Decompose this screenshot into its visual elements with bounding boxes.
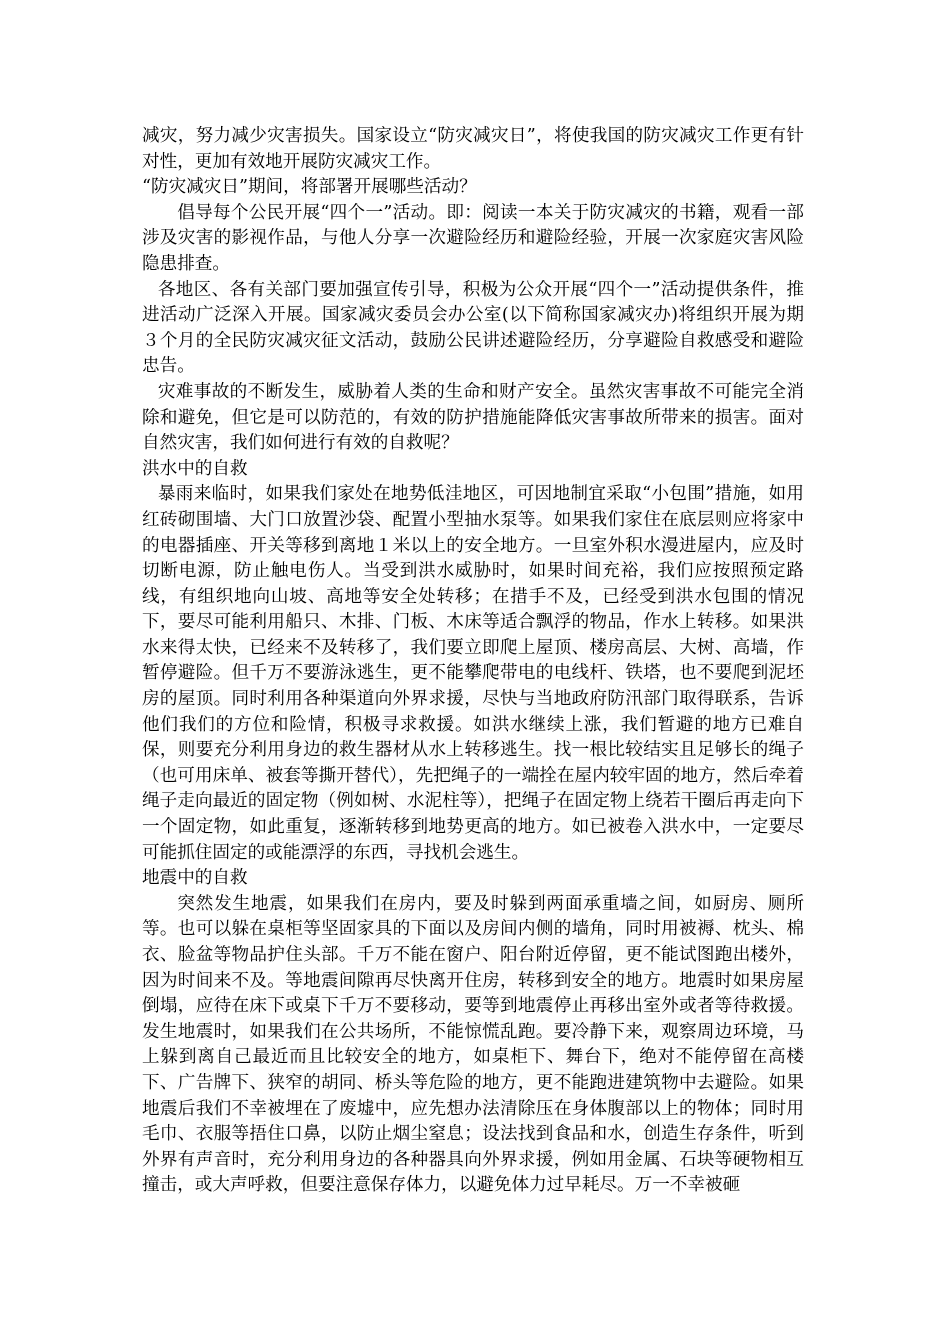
document-page [142,124,804,1199]
paragraph-intro-continuation: 减灾，努力减少灾害损失。国家设立“防灾减灾日”，将使我国的防灾减灾工作更有针对性，更加有效地开展防灾减灾工作。 [142,126,804,172]
paragraph-departments-guidance: 各地区、各有关部门要加强宣传引导，积极为公众开展“四个一”活动提供条件，推进活动广泛深入开展。国家减灾委员会办公室(以下简称国家减灾办)将组织开展为期３个月的全民防灾减灾征文活动，鼓励公民讲述避险经历，分享避险自救感受和避险忠告。 [142,279,804,377]
paragraph-earthquake-self-rescue: 突然发生地震，如果我们在房内，要及时躲到两面承重墙之间，如厨房、厕所等。也可以躲在桌柜等坚固家具的下面以及房间内侧的墙角，同时用被褥、枕头、棉衣、脸盆等物品护住头部。千万不能在窗户、阳台附近停留，更不能试图跑出楼外，因为时间来不及。等地震间隙再尽快离开住房，转移到安全的地方。地震时如果房屋倒塌，应待在床下或桌下千万不要移动，要等到地震停止再移出室外或者等待救援。发生地震时，如果我们在公共场所，不能惊慌乱跑。要冷静下来，观察周边环境，马上躲到离自己最近而且比较安全的地方，如桌柜下、舞台下，绝对不能停留在高楼下、广告牌下、狭窄的胡同、桥头等危险的地方，更不能跑进建筑物中去避险。如果地震后我们不幸被埋在了废墟中，应先想办法清除压在身体腹部以上的物体；同时用毛巾、衣服等捂住口鼻，以防止烟尘窒息；设法找到食品和水，创造生存条件，听到外界有声音时，充分利用身边的各种器具向外界求援，例如用金属、石块等硬物相互撞击，或大声呼救，但要注意保存体力，以避免体力过早耗尽。万一不幸被砸 [142,893,804,1196]
section-heading-earthquake: 地震中的自救 [142,868,248,889]
question-heading-activities: “防灾减灾日”期间，将部署开展哪些活动？ [142,177,477,198]
paragraph-four-ones-activity: 倡导每个公民开展“四个一”活动。即：阅读一本关于防灾减灾的书籍，观看一部涉及灾害的影视作品，与他人分享一次避险经历和避险经验，开展一次家庭灾害风险隐患排查。 [142,202,804,274]
paragraph-disaster-intro: 灾难事故的不断发生，威胁着人类的生命和财产安全。虽然灾害事故不可能完全消除和避免，但它是可以防范的，有效的防护措施能降低灾害事故所带来的损害。面对自然灾害，我们如何进行有效的自救呢？ [142,381,804,454]
section-heading-flood: 洪水中的自救 [142,458,248,479]
paragraph-flood-self-rescue: 暴雨来临时，如果我们家处在地势低洼地区，可因地制宜采取“小包围”措施，如用红砖砌围墙、大门口放置沙袋、配置小型抽水泵等。如果我们家住在底层则应将家中的电器插座、开关等移到离地１米以上的安全地方。一旦室外积水漫进屋内，应及时切断电源，防止触电伤人。当受到洪水威胁时，如果时间充裕，我们应按照预定路线，有组织地向山坡、高地等安全处转移；在措手不及，已经受到洪水包围的情况下，要尽可能利用船只、木排、门板、木床等适合飘浮的物品，作水上转移。如果洪水来得太快，已经来不及转移了，我们要立即爬上屋顶、楼房高层、大树、高墙，作暂停避险。但千万不要游泳逃生，更不能攀爬带电的电线杆、铁塔，也不要爬到泥坯房的屋顶。同时利用各种渠道向外界求援，尽快与当地政府防汛部门取得联系，告诉他们我们的方位和险情，积极寻求救援。如洪水继续上涨，我们暂避的地方已难自保，则要充分利用身边的救生器材从水上转移逃生。找一根比较结实且足够长的绳子（也可用床单、被套等撕开替代），先把绳子的一端拴在屋内较牢固的地方，然后牵着绳子走向最近的固定物（例如树、水泥柱等），把绳子在固定物上绕若干圈后再走向下一个固定物，如此重复，逐渐转移到地势更高的地方。如已被卷入洪水中，一定要尽可能抓住固定的或能漂浮的东西，寻找机会逃生。 [142,484,804,863]
